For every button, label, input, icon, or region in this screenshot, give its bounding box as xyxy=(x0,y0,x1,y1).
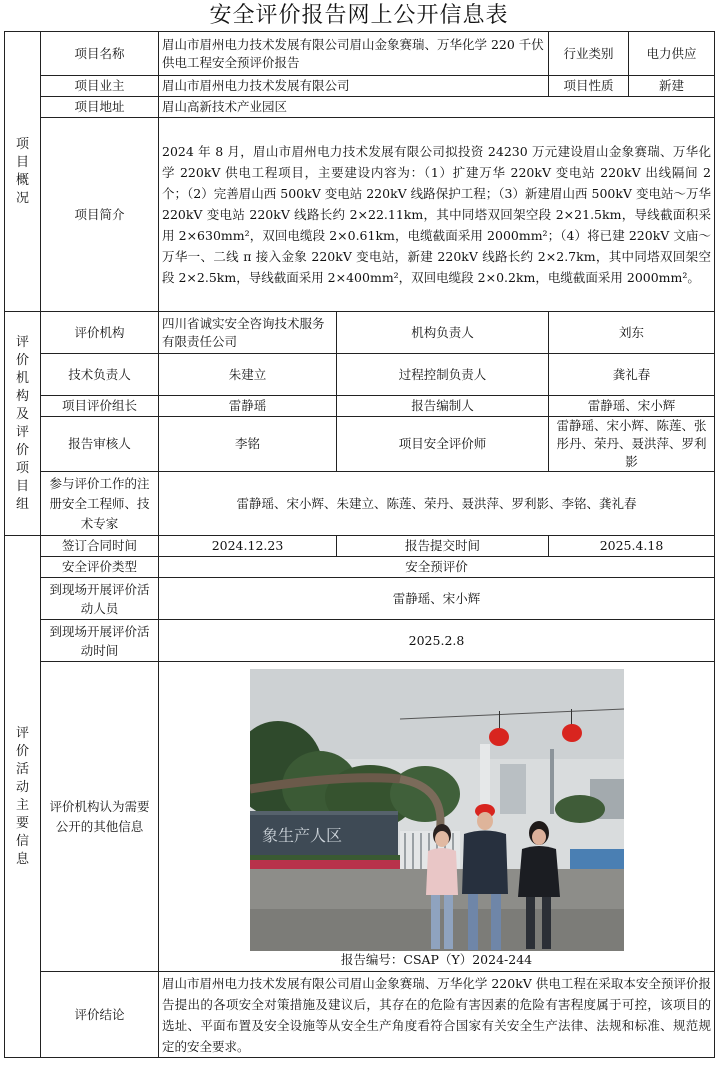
head-label: 机构负责人 xyxy=(337,312,549,354)
intro-label: 项目简介 xyxy=(41,118,159,312)
tech-label: 技术负责人 xyxy=(41,354,159,396)
time-label: 到现场开展评价活动时间 xyxy=(41,620,159,662)
other-info-label: 评价机构认为需要公开的其他信息 xyxy=(41,662,159,972)
submit-label: 报告提交时间 xyxy=(337,536,549,557)
nature-value: 新建 xyxy=(629,76,715,97)
reviewer-value: 李铭 xyxy=(159,417,337,472)
owner-value: 眉山市眉州电力技术发展有限公司 xyxy=(159,76,549,97)
org-value: 四川省诚实安全咨询技术服务有限责任公司 xyxy=(159,312,337,354)
submit-value: 2025.4.18 xyxy=(549,536,715,557)
other-info-cell xyxy=(159,662,715,972)
assessor-value: 雷静瑶、宋小辉、陈莲、张彤丹、荣丹、聂洪萍、罗利影 xyxy=(549,417,715,472)
staff-label: 到现场开展评价活动人员 xyxy=(41,578,159,620)
head-value: 刘东 xyxy=(549,312,715,354)
address-label: 项目地址 xyxy=(41,97,159,118)
tech-value: 朱建立 xyxy=(159,354,337,396)
type-value: 安全预评价 xyxy=(159,557,715,578)
info-table xyxy=(4,31,715,1058)
contract-label: 签订合同时间 xyxy=(41,536,159,557)
industry-label: 行业类别 xyxy=(549,32,629,76)
section-agency xyxy=(5,312,41,536)
project-name-label: 项目名称 xyxy=(41,32,159,76)
contract-value: 2024.12.23 xyxy=(159,536,337,557)
project-name-value: 眉山市眉州电力技术发展有限公司眉山金象赛瑞、万华化学 220 千伏供电工程安全预评价报告 xyxy=(159,32,549,76)
time-value: 2025.2.8 xyxy=(159,620,715,662)
writer-label: 报告编制人 xyxy=(337,396,549,417)
assessor-label: 项目安全评价师 xyxy=(337,417,549,472)
industry-value: 电力供应 xyxy=(629,32,715,76)
writer-value: 雷静瑶、宋小辉 xyxy=(549,396,715,417)
section-activity xyxy=(5,536,41,1058)
reviewer-label: 报告审核人 xyxy=(41,417,159,472)
type-label: 安全评价类型 xyxy=(41,557,159,578)
address-value: 眉山高新技术产业园区 xyxy=(159,97,715,118)
section-overview xyxy=(5,32,41,312)
nature-label: 项目性质 xyxy=(549,76,629,97)
conclusion-value: 眉山市眉州电力技术发展有限公司眉山金象赛瑞、万华化学 220kV 供电工程在采取本安全预评价报告提出的各项安全对策措施及建议后，其存在的危险有害因素的危险有害程度属于可控，该项目的选址、平面布置及安全设施等从安全生产角度看符合国家有关安全生产法律、法规和标准、规范规定的安全要求。 xyxy=(159,972,715,1058)
site-photo-illustration xyxy=(250,669,624,951)
leader-value: 雷静瑶 xyxy=(159,396,337,417)
intro-value: 2024 年 8 月，眉山市眉州电力技术发展有限公司拟投资 24230 万元建设眉山金象赛瑞、万华化学 220kV 供电工程项目，主要建设内容为：（1）扩建万华 220kV 变电站 220kV 出线隔间 2 个；（2）完善眉山西 500kV 变电站 220kV 线路保护工程；（3）新建眉山西 500kV 变电站～万华 220kV 变电站 220kV 线路长约 2×22.11km，其中同塔双回架空段 2×21.5km，导线截面积采用 2×630mm²，双回电缆段 2×0.61km，电缆截面采用 2000mm²；（4）将已建 220kV 文庙～万华一、二线 π 接入金象 220kV 变电站，新建 220kV 线路长约 2×2.7km，其中同塔双回架空段 2×2.5km，导线截面采用 2×400mm²，双回电缆段 2×0.2km，电缆截面采用 2000mm²。 xyxy=(159,118,715,312)
process-label: 过程控制负责人 xyxy=(337,354,549,396)
gate-sign-text: 象生产人区 xyxy=(261,825,342,845)
conclusion-label: 评价结论 xyxy=(41,972,159,1058)
process-value: 龚礼春 xyxy=(549,354,715,396)
section-overview-text: 项 目 概 况 xyxy=(15,136,29,206)
experts-label: 参与评价工作的注册安全工程师、技术专家 xyxy=(41,472,159,536)
staff-value: 雷静瑶、宋小辉 xyxy=(159,578,715,620)
org-label: 评价机构 xyxy=(41,312,159,354)
site-photo xyxy=(250,669,624,951)
section-activity-text: 评 价 活 动 主 要 信 息 xyxy=(15,725,29,867)
leader-label: 项目评价组长 xyxy=(41,396,159,417)
section-agency-text: 评 价 机 构 及 评 价 项 目 组 xyxy=(15,334,29,512)
page-title: 安全评价报告网上公开信息表 xyxy=(209,3,509,28)
experts-value: 雷静瑶、宋小辉、朱建立、陈莲、荣丹、聂洪萍、罗利影、李铭、龚礼春 xyxy=(159,472,715,536)
report-number: 报告编号：CSAP（Y）2024-244 xyxy=(340,951,533,967)
owner-label: 项目业主 xyxy=(41,76,159,97)
